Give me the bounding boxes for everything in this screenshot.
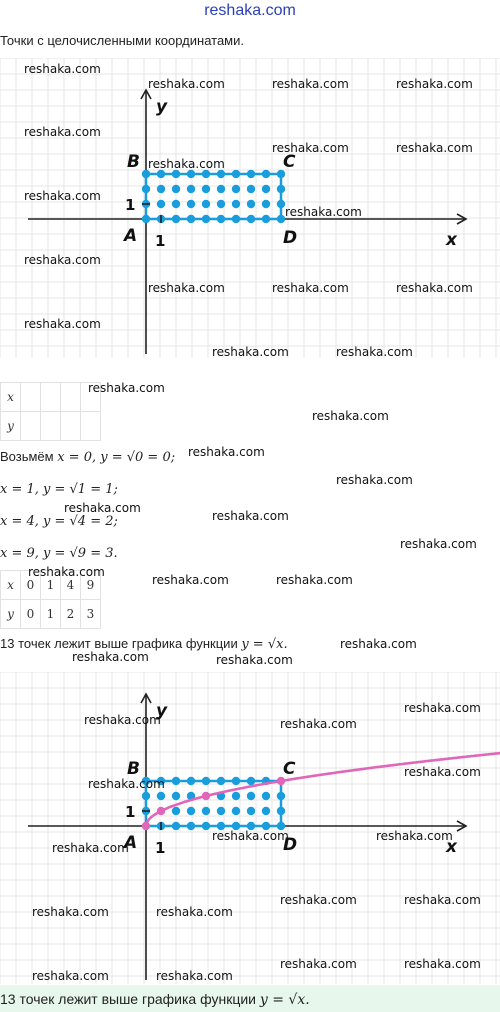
point-label-a: A	[124, 226, 138, 246]
graph-with-curve	[0, 672, 500, 984]
integer-point	[262, 185, 270, 193]
integer-point	[187, 215, 195, 223]
integer-point	[277, 200, 285, 208]
integer-point	[262, 807, 270, 815]
point-label-a: A	[124, 833, 138, 853]
value-table-x-cell: 4	[61, 571, 81, 600]
point-label-b: B	[127, 152, 140, 172]
watermark: reshaka.com	[280, 717, 357, 731]
integer-point	[187, 777, 195, 785]
watermark: reshaka.com	[376, 829, 453, 843]
watermark: reshaka.com	[52, 841, 129, 855]
watermark: reshaka.com	[340, 637, 417, 651]
task-heading: Точки с целочисленными координатами.	[0, 33, 244, 48]
conclusion-text: 13 точек лежит выше графика функции	[0, 636, 238, 651]
graph-with-curve-svg	[0, 672, 500, 984]
integer-point	[262, 215, 270, 223]
integer-point	[217, 807, 225, 815]
watermark: reshaka.com	[212, 509, 289, 523]
integer-point	[172, 807, 180, 815]
empty-table-y-header: y	[1, 412, 21, 441]
x-tick-label: 1	[155, 839, 166, 857]
step-line-2: x = 4, y = √4 = 2;	[0, 514, 118, 529]
value-table-x-header: x	[1, 571, 21, 600]
integer-point	[247, 777, 255, 785]
y-axis-label: y	[156, 701, 168, 721]
x-axis-label: x	[446, 837, 457, 857]
integer-point	[247, 215, 255, 223]
integer-point	[232, 170, 240, 178]
watermark: reshaka.com	[88, 381, 165, 395]
site-logo[interactable]: reshaka.com	[204, 2, 296, 19]
watermark: reshaka.com	[152, 573, 229, 587]
integer-point	[217, 170, 225, 178]
answer-line	[0, 991, 310, 1008]
integer-point	[232, 200, 240, 208]
integer-point	[277, 792, 285, 800]
integer-point	[262, 170, 270, 178]
integer-point	[247, 170, 255, 178]
point-label-b: B	[127, 759, 140, 779]
integer-point	[277, 185, 285, 193]
watermark: reshaka.com	[396, 77, 473, 91]
step-formula-0: x = 0, y = √0 = 0;	[57, 450, 176, 465]
integer-point	[157, 200, 165, 208]
sqrt-curve	[146, 750, 500, 826]
watermark: reshaka.com	[24, 253, 101, 267]
integer-point	[142, 185, 150, 193]
watermark: reshaka.com	[84, 713, 161, 727]
integer-point	[217, 185, 225, 193]
answer-formula: y = √x.	[259, 992, 310, 1008]
integer-point	[142, 792, 150, 800]
integer-point	[202, 200, 210, 208]
integer-point	[232, 792, 240, 800]
integer-point	[187, 170, 195, 178]
integer-point	[247, 200, 255, 208]
value-table-x-cell: 0	[21, 571, 41, 600]
graph-rectangle-svg	[0, 58, 500, 358]
watermark: reshaka.com	[28, 565, 105, 579]
integer-point	[247, 792, 255, 800]
watermark: reshaka.com	[24, 189, 101, 203]
step-intro: Возьмём	[0, 449, 54, 464]
value-table-y-cell: 3	[81, 600, 101, 629]
integer-point	[202, 185, 210, 193]
integer-point	[217, 200, 225, 208]
conclusion-formula: y = √x.	[241, 637, 288, 652]
point-label-d: D	[283, 228, 298, 248]
watermark: reshaka.com	[156, 969, 233, 983]
integer-point	[172, 777, 180, 785]
integer-point	[187, 200, 195, 208]
watermark: reshaka.com	[32, 905, 109, 919]
integer-point	[217, 215, 225, 223]
integer-point	[247, 185, 255, 193]
watermark: reshaka.com	[24, 62, 101, 76]
integer-point	[232, 185, 240, 193]
watermark: reshaka.com	[285, 205, 362, 219]
integer-point	[217, 777, 225, 785]
integer-point	[262, 792, 270, 800]
integer-point	[262, 200, 270, 208]
watermark: reshaka.com	[148, 281, 225, 295]
value-table-y-cell: 0	[21, 600, 41, 629]
integer-point	[157, 170, 165, 178]
step-line-3: x = 9, y = √9 = 3.	[0, 546, 118, 561]
y-tick-label: 1	[125, 803, 136, 821]
rectangle-abcd	[146, 174, 281, 219]
watermark: reshaka.com	[404, 765, 481, 779]
value-table-y-cell: 2	[61, 600, 81, 629]
answer-text: 13 точек лежит выше графика функции	[0, 991, 256, 1007]
value-table-y-header: y	[1, 600, 21, 629]
integer-point	[172, 215, 180, 223]
watermark: reshaka.com	[148, 77, 225, 91]
watermark: reshaka.com	[216, 653, 293, 667]
watermark: reshaka.com	[156, 905, 233, 919]
watermark: reshaka.com	[24, 125, 101, 139]
integer-point	[172, 170, 180, 178]
value-table-y-cell: 1	[41, 600, 61, 629]
watermark: reshaka.com	[400, 537, 477, 551]
watermark: reshaka.com	[88, 777, 165, 791]
watermark: reshaka.com	[188, 445, 265, 459]
watermark: reshaka.com	[24, 317, 101, 331]
watermark: reshaka.com	[64, 501, 141, 515]
step-line-0	[0, 449, 175, 465]
integer-point	[232, 777, 240, 785]
watermark: reshaka.com	[280, 893, 357, 907]
integer-point	[202, 170, 210, 178]
empty-value-table	[0, 382, 101, 441]
watermark: reshaka.com	[272, 141, 349, 155]
integer-point	[142, 170, 150, 178]
rectangle-abcd	[146, 781, 281, 826]
watermark: reshaka.com	[396, 281, 473, 295]
integer-point	[172, 185, 180, 193]
watermark: reshaka.com	[272, 281, 349, 295]
integer-point	[202, 777, 210, 785]
watermark: reshaka.com	[336, 345, 413, 359]
integer-point	[202, 807, 210, 815]
value-table-x-cell: 1	[41, 571, 61, 600]
watermark: reshaka.com	[404, 957, 481, 971]
watermark: reshaka.com	[72, 650, 149, 664]
empty-table-x-header: x	[1, 383, 21, 412]
integer-point	[157, 185, 165, 193]
integer-point	[202, 215, 210, 223]
integer-point	[172, 200, 180, 208]
x-tick-label: 1	[155, 232, 166, 250]
value-table-x-cell: 9	[81, 571, 101, 600]
point-label-d: D	[283, 835, 298, 855]
watermark: reshaka.com	[32, 969, 109, 983]
integer-point	[172, 792, 180, 800]
integer-point	[142, 215, 150, 223]
integer-point	[172, 822, 180, 830]
x-axis-label: x	[446, 230, 457, 250]
y-tick-label: 1	[125, 196, 136, 214]
integer-point	[232, 215, 240, 223]
watermark: reshaka.com	[336, 473, 413, 487]
integer-point	[202, 822, 210, 830]
watermark: reshaka.com	[404, 701, 481, 715]
integer-point	[247, 807, 255, 815]
y-axis-label: y	[156, 97, 168, 117]
point-label-c: C	[283, 759, 296, 779]
integer-point	[157, 792, 165, 800]
graph-rectangle	[0, 58, 500, 358]
watermark: reshaka.com	[276, 573, 353, 587]
watermark: reshaka.com	[148, 157, 225, 171]
integer-point	[187, 185, 195, 193]
integer-point	[187, 807, 195, 815]
integer-point	[277, 807, 285, 815]
watermark: reshaka.com	[312, 409, 389, 423]
step-line-1: x = 1, y = √1 = 1;	[0, 482, 118, 497]
watermark: reshaka.com	[272, 77, 349, 91]
watermark: reshaka.com	[404, 893, 481, 907]
integer-point	[187, 822, 195, 830]
point-label-c: C	[283, 152, 296, 172]
integer-point	[277, 215, 285, 223]
watermark: reshaka.com	[212, 829, 289, 843]
watermark: reshaka.com	[396, 141, 473, 155]
integer-point	[232, 807, 240, 815]
watermark: reshaka.com	[212, 345, 289, 359]
watermark: reshaka.com	[280, 957, 357, 971]
